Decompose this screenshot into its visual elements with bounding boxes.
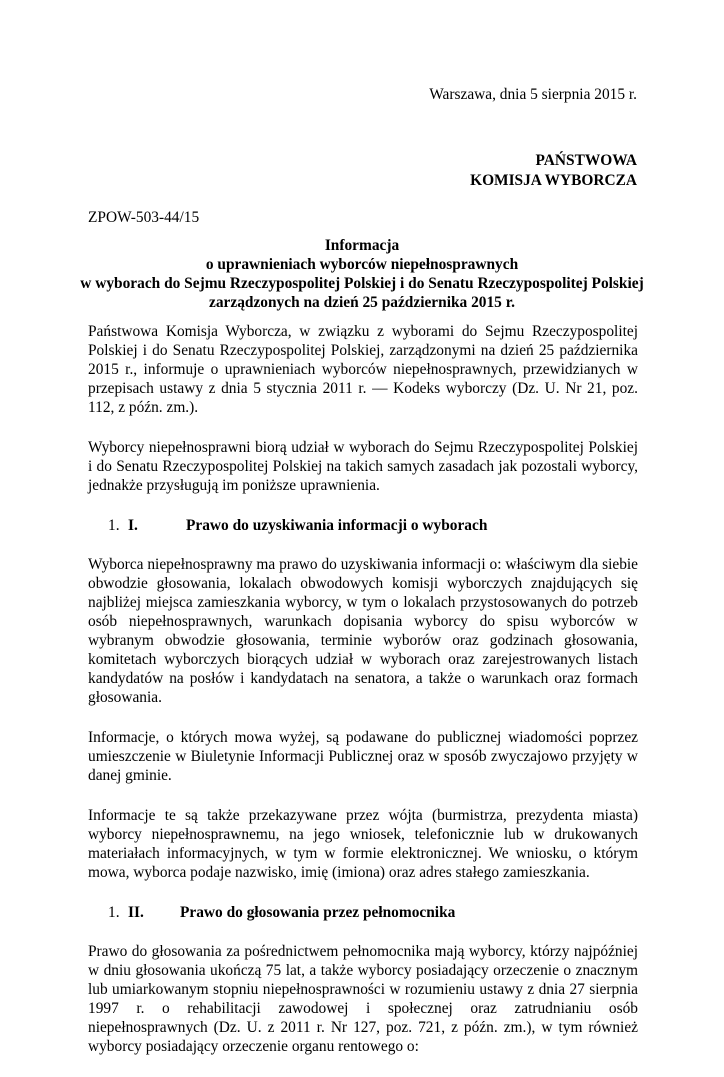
section-heading bbox=[88, 903, 638, 922]
date-line: Warszawa, dnia 5 sierpnia 2015 r. bbox=[429, 86, 637, 103]
section-paragraph: Wyborca niepełnosprawny ma prawo do uzyskiwania informacji o: właściwym dla siebie obwodzie głosowania, lokalach obwodowych komisji wyborczych znajdujących się najbliżej miejsca zamieszkania wyborcy, w tym o lokalach przystosowanych do potrzeb osób niepełnosprawnych, warunkach dopisania wyborcy do spisu wyborców w wybranym obwodzie głosowania, terminie wyborów oraz godzinach głosowania, komitetach wyborczych biorących udział w wyborach oraz zarejestrowanych listach kandydatów na posłów i kandydatach na senatora, a także o warunkach oraz formach głosowania. bbox=[88, 556, 638, 706]
document-body bbox=[88, 322, 638, 1077]
section-paragraph: Informacje, o których mowa wyżej, są podawane do publicznej wiadomości poprzez umieszczenie w Biuletynie Informacji Publicznej oraz w sposób zwyczajowo przyjęty w danej gminie. bbox=[88, 729, 638, 784]
section-list-number: 1. bbox=[108, 517, 120, 534]
section-heading bbox=[88, 516, 638, 535]
section-list-number: 1. bbox=[108, 904, 120, 921]
authority-line: KOMISJA WYBORCZA bbox=[470, 172, 637, 189]
section-paragraph: Informacje te są także przekazywane przez wójta (burmistrza, prezydenta miasta) wyborcy niepełnosprawnemu, na jego wniosek, telefonicznie lub w drukowanych materiałach informacyjnych, w tym w formie elektronicznej. We wniosku, o którym mowa, wyborca podaje nazwisko, imię (imiona) oraz adres stałego zamieszkania. bbox=[88, 807, 638, 881]
intro-paragraph: Państwowa Komisja Wyborcza, w związku z wyborami do Sejmu Rzeczypospolitej Polskiej i do Senatu Rzeczypospolitej Polskiej, zarządzonymi na dzień 25 października 2015 r., informuje o uprawnieniach wyborców niepełnosprawnych, przewidzianych w przepisach ustawy z dnia 5 stycznia 2011 r. — Kodeks wyborczy (Dz. U. Nr 21, poz. 112, z późn. zm.). bbox=[88, 323, 638, 416]
title-line: zarządzonych na dzień 25 października 2015 r. bbox=[209, 294, 515, 311]
section-roman-numeral: I. bbox=[128, 517, 138, 534]
section-title: Prawo do głosowania przez pełnomocnika bbox=[180, 904, 456, 921]
reference-number: ZPOW-503-44/15 bbox=[88, 209, 200, 226]
document-title bbox=[60, 236, 664, 312]
issuing-authority bbox=[470, 151, 637, 191]
section-roman-numeral: II. bbox=[128, 904, 144, 921]
section-title: Prawo do uzyskiwania informacji o wyborach bbox=[186, 517, 488, 534]
intro-paragraph: Wyborcy niepełnosprawni biorą udział w wyborach do Sejmu Rzeczypospolitej Polskiej i do Senatu Rzeczypospolitej Polskiej na takich samych zasadach jak pozostali wyborcy, jednakże przysługują im poniższe uprawnienia. bbox=[88, 439, 638, 494]
authority-line: PAŃSTWOWA bbox=[535, 152, 637, 169]
title-line: w wyborach do Sejmu Rzeczypospolitej Polskiej i do Senatu Rzeczypospolitej Polskiej bbox=[80, 275, 644, 292]
title-line: o uprawnieniach wyborców niepełnosprawnych bbox=[205, 256, 519, 273]
title-line: Informacja bbox=[324, 237, 400, 254]
section-paragraph: Prawo do głosowania za pośrednictwem pełnomocnika mają wyborcy, którzy najpóźniej w dniu głosowania ukończą 75 lat, a także wyborcy posiadający orzeczenie o znacznym lub umiarkowanym stopniu niepełnosprawności w rozumieniu ustawy z dnia 27 sierpnia 1997 r. o rehabilitacji zawodowej i społecznej oraz zatrudnianiu osób niepełnosprawnych (Dz. U. z 2011 r. Nr 127, poz. 721, z późn. zm.), w tym również wyborcy posiadający orzeczenie organu rentowego o: bbox=[88, 943, 638, 1055]
